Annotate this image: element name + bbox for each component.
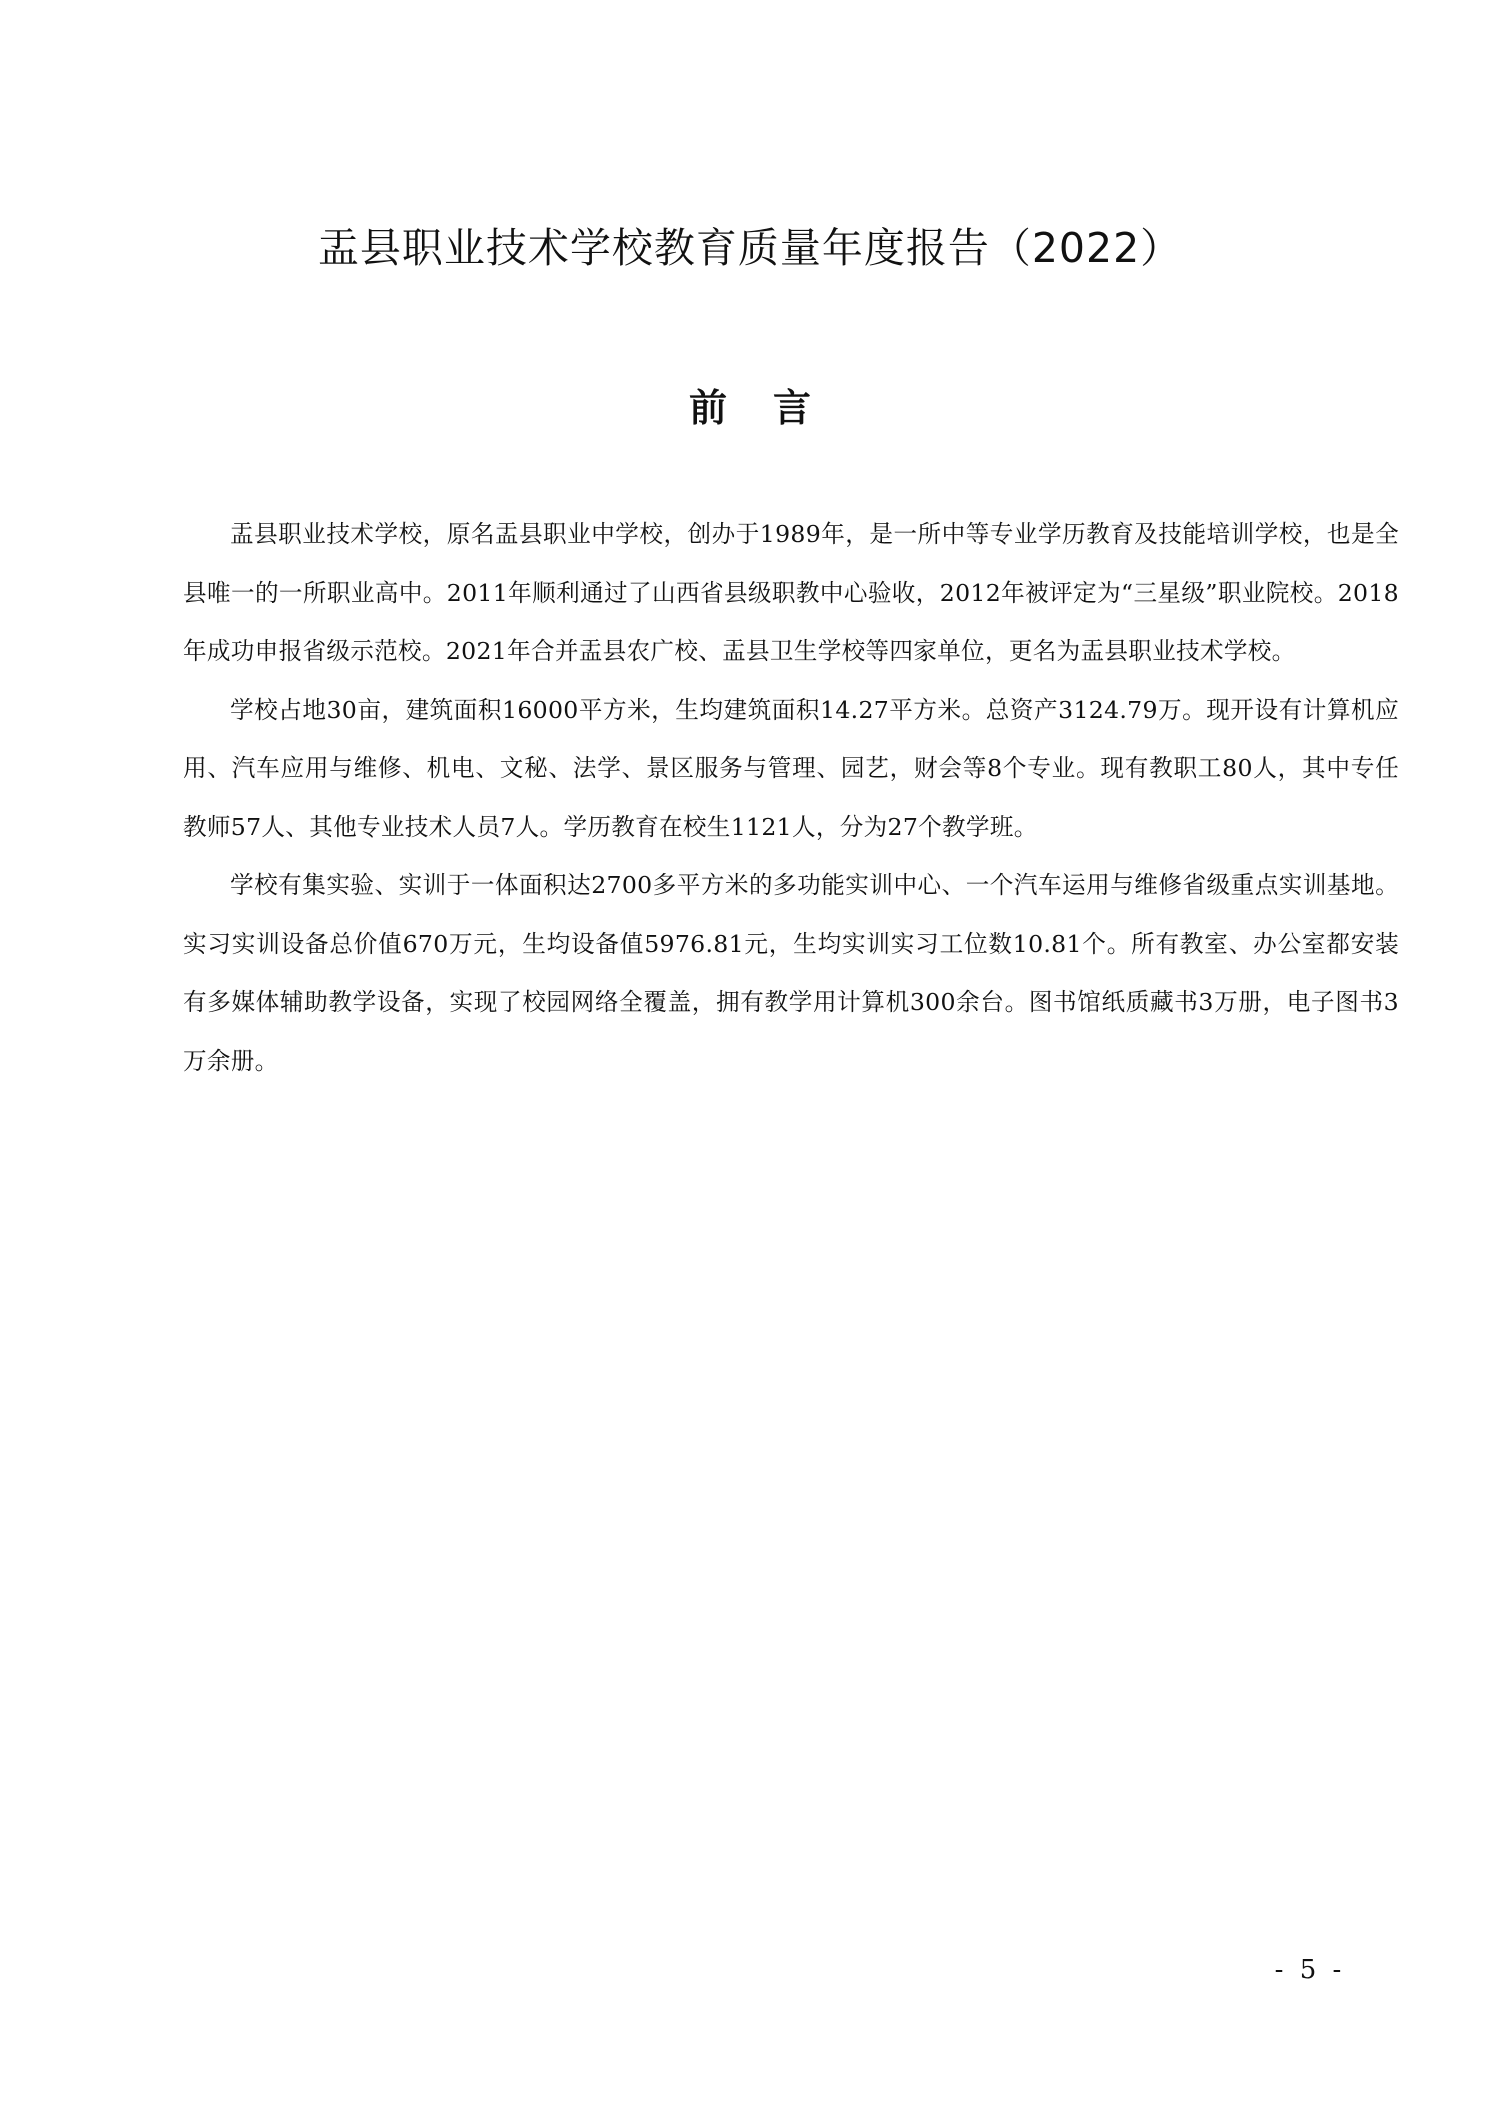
paragraph-training-resources: 学校有集实验、实训于一体面积达2700多平方米的多功能实训中心、一个汽车运用与维修省级重点实训基地。实习实训设备总价值670万元，生均设备值5976.81元，生均实训实习工位数10.81个。所有教室、办公室都安装有多媒体辅助教学设备，实现了校园网络全覆盖，拥有教学用计算机300余台。图书馆纸质藏书3万册，电子图书3万余册。: [183, 871, 1399, 1075]
document-title: 盂县职业技术学校教育质量年度报告（2022）: [317, 224, 1183, 272]
body-text: [183, 505, 1399, 1090]
section-heading-preface: 前言: [688, 386, 857, 430]
paragraph-school-facilities: 学校占地30亩，建筑面积16000平方米，生均建筑面积14.27平方米。总资产3124.79万。现开设有计算机应用、汽车应用与维修、机电、文秘、法学、景区服务与管理、园艺，财会等8个专业。现有教职工80人，其中专任教师57人、其他专业技术人员7人。学历教育在校生1121人，分为27个教学班。: [183, 695, 1399, 841]
paragraph-school-history: 盂县职业技术学校，原名盂县职业中学校，创办于1989年，是一所中等专业学历教育及技能培训学校，也是全县唯一的一所职业高中。2011年顺利通过了山西省县级职教中心验收，2012年被评定为“三星级”职业院校。2018年成功申报省级示范校。2021年合并盂县农广校、盂县卫生学校等四家单位，更名为盂县职业技术学校。: [183, 520, 1399, 665]
page-number: - 5 -: [1274, 1955, 1346, 1985]
